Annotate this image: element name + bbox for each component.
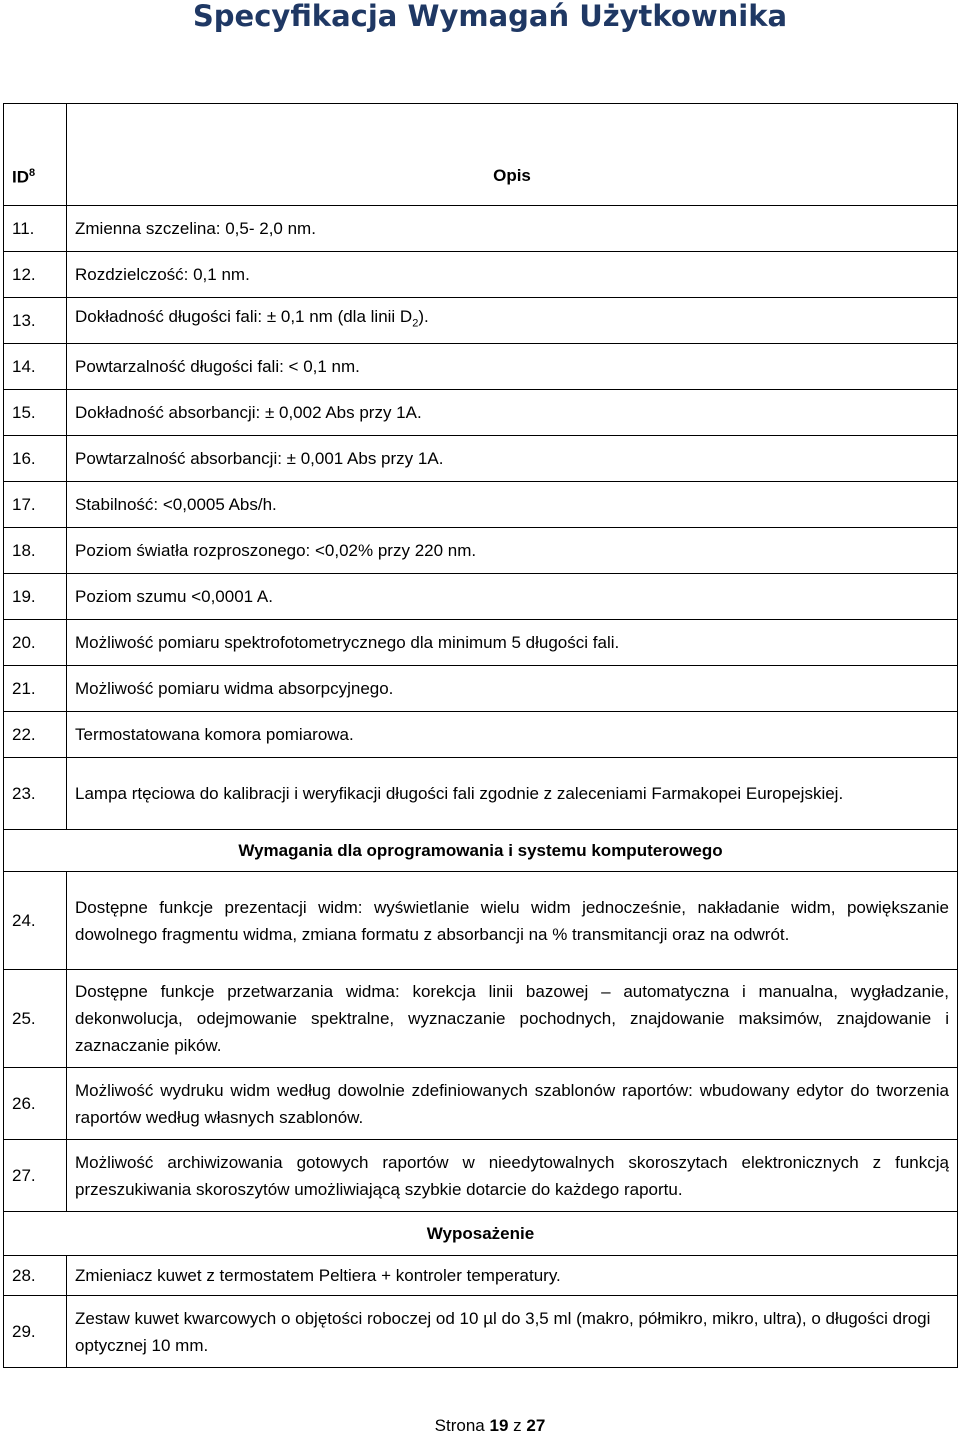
table-row [4,344,958,390]
table-row [4,528,958,574]
row-text: Termostatowana komora pomiarowa. [67,712,958,758]
row-id: 25. [4,970,67,1068]
footer-prefix: Strona [434,1416,485,1435]
row-text: Dokładność absorbancji: ± 0,002 Abs przy 1A. [67,390,958,436]
row-text: Powtarzalność długości fali: < 0,1 nm. [67,344,958,390]
row-text: Zestaw kuwet kwarcowych o objętości roboczej od 10 µl do 3,5 ml (makro, półmikro, mikro, ultra), o długości drogi optycznej 10 mm. [67,1296,958,1368]
row-text: Możliwość wydruku widm według dowolnie zdefiniowanych szablonów raportów: wbudowany edytor do tworzenia raportów według własnych szablonów. [67,1068,958,1140]
row-id: 16. [4,436,67,482]
row-text: Dokładność długości fali: ± 0,1 nm (dla linii $D_2$). [67,298,958,344]
table-row [4,206,958,252]
row-text: Dostępne funkcje prezentacji widm: wyświetlanie wielu widm jednocześnie, nakładanie widm, powiększanie dowolnego fragmentu widma, zmiana formatu z absorbancji na % transmitancji oraz na odwrót. [67,872,958,970]
table-row [4,482,958,528]
row-id: 19. [4,574,67,620]
table-row [4,436,958,482]
table-header-row [4,104,958,206]
row-id: 13. [4,298,67,344]
row-id: 28. [4,1256,67,1296]
row-id: 20. [4,620,67,666]
row-id: 21. [4,666,67,712]
table-row [4,620,958,666]
row-text: Lampa rtęciowa do kalibracji i weryfikacji długości fali zgodnie z zaleceniami Farmakopei Europejskiej. [67,758,958,830]
row-id: 14. [4,344,67,390]
section-row-software [4,830,958,872]
row-id: 12. [4,252,67,298]
table-row [4,970,958,1068]
footer-separator: z [513,1416,522,1435]
table-row [4,1068,958,1140]
row-text: Możliwość archiwizowania gotowych raportów w nieedytowalnych skoroszytach elektronicznych z funkcją przeszukiwania skoroszytów umożliwiającą szybkie dotarcie do każdego raportu. [67,1140,958,1212]
footer-page-number: 19 [489,1416,509,1435]
section-title-equipment: Wyposażenie [4,1212,958,1256]
header-id: $ID^8$ [4,104,67,206]
table-row [4,872,958,970]
row-id: 17. [4,482,67,528]
row-text: Rozdzielczość: 0,1 nm. [67,252,958,298]
row-id: 18. [4,528,67,574]
table-row [4,666,958,712]
row-text: Zmienna szczelina: 0,5- 2,0 nm. [67,206,958,252]
row-text: Stabilność: <0,0005 Abs/h. [67,482,958,528]
row-text: Możliwość pomiaru widma absorpcyjnego. [67,666,958,712]
row-id: 22. [4,712,67,758]
header-opis: Opis [67,104,958,206]
page-title: Specyfikacja Wymagań Użytkownika [192,0,788,33]
row-text: Poziom szumu <0,0001 A. [67,574,958,620]
header-id-footnote: 8 [29,167,36,180]
footer-total-pages: 27 [526,1416,546,1435]
row-id: 27. [4,1140,67,1212]
section-row-equipment [4,1212,958,1256]
row-text: Zmieniacz kuwet z termostatem Peltiera + kontroler temperatury. [67,1256,958,1296]
row-id: 11. [4,206,67,252]
table-row [4,1296,958,1368]
row-id: 15. [4,390,67,436]
section-title-software: Wymagania dla oprogramowania i systemu komputerowego [4,830,958,872]
row-id: 23. [4,758,67,830]
row-text: Powtarzalność absorbancji: ± 0,001 Abs przy 1A. [67,436,958,482]
table-row [4,574,958,620]
table-row [4,1140,958,1212]
row-id: 24. [4,872,67,970]
page-footer [0,1416,960,1436]
table-row [4,758,958,830]
row-text: Możliwość pomiaru spektrofotometrycznego dla minimum 5 długości fali. [67,620,958,666]
row-text: Dostępne funkcje przetwarzania widma: korekcja linii bazowej – automatyczna i manualna, wygładzanie, dekonwolucja, odejmowanie spektralne, wyznaczanie pochodnych, znajdowanie maksimów, znajdowanie i zaznaczanie pików. [67,970,958,1068]
requirements-table [3,103,958,1368]
table-row [4,390,958,436]
table-row [4,252,958,298]
row-id: 26. [4,1068,67,1140]
row-text: Poziom światła rozproszonego: <0,02% przy 220 nm. [67,528,958,574]
table-row [4,712,958,758]
row-id: 29. [4,1296,67,1368]
table-row [4,298,958,344]
table-row [4,1256,958,1296]
